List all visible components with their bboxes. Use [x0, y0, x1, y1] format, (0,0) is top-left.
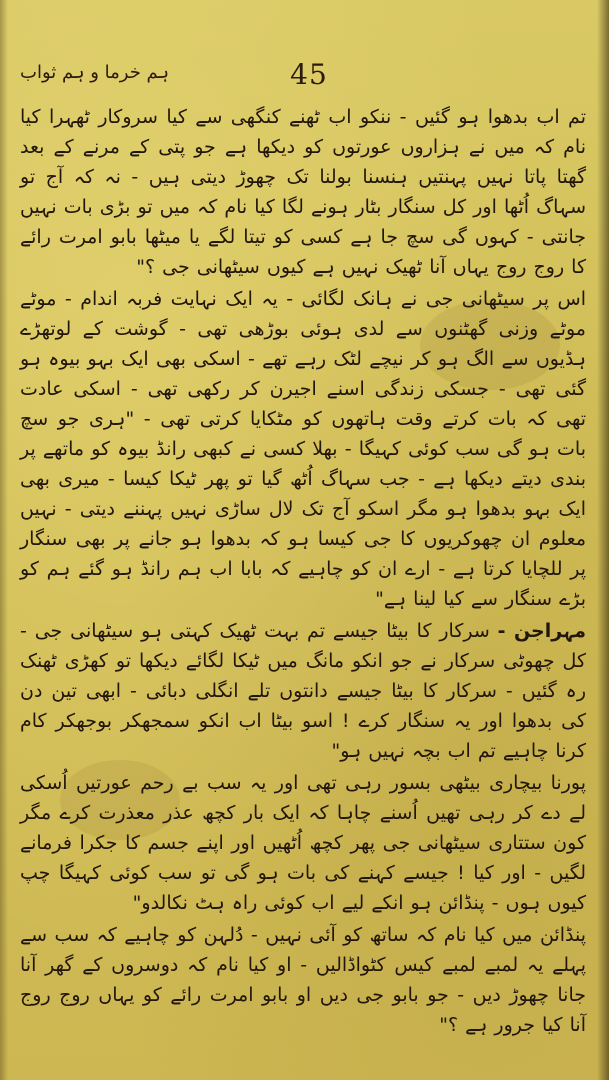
page-number: 45: [290, 58, 328, 91]
paragraph-text: سرکار کا بیٹا جیسے تم بہت ٹھیک کہتی ہو سیٹھانی جی - کل چھوٹی سرکار نے جو انکو مانگ میں ٹیکا لگائے دیکھا تو کھڑی ٹھنک رہ گئیں - سرکار کا بیٹا جیسے دانتوں تلے انگلی دبائی - ابھی تین دن کی بدھوا اور یہ سنگار کرے ! اسو بیٹا اب انکو سمجھکر بوجھکر کام کرنا چاہیے تم اب بچہ نہیں ہو": [20, 620, 586, 762]
page-header: [14, 58, 595, 98]
body-text: [20, 102, 586, 1042]
paragraph-5: [20, 920, 586, 1040]
paragraph-3: [20, 616, 586, 766]
paragraph-2: [20, 284, 586, 614]
running-title: ہم خرما و ہم ثواب: [20, 62, 170, 83]
paragraph-text: تم اب بدھوا ہو گئیں - ننکو اب ٹھنے کنگھی سے کیا سروکار ٹھہرا کیا نام کہ میں نے ہزاروں عورتوں کو دیکھا ہے جو پتی کے مرنے کے بعد گھتا پاتا نہیں پہنتیں ہنسنا بولنا تک چھوڑ دیتی ہیں - نہ کہ آج تو سہاگ اُٹھا اور کل سنگار بٹار ہونے لگا کیا نام کہ میں تو بڑی بات نہیں جانتی - کہوں گی سچ جا ہے کسی کو تیتا لگے یا میٹھا بابو امرت رائے کا روج روج یہاں آنا ٹھیک نہیں ہے کیوں سیٹھانی جی ؟": [20, 106, 586, 278]
paragraph-text: پنڈائن میں کیا نام کہ ساتھ کو آئی نہیں - دُلہن کو چاہیے کہ سب سے پہلے یہ لمبے لمبے کیس کٹواڈالیں - او کیا نام کہ دوسروں کے گھر آنا جانا چھوڑ دیں - جو بابو جی دیں او بابو امرت رائے کو یہاں روج روج آنا کیا جرور ہے ؟": [20, 924, 586, 1036]
paragraph-1: [20, 102, 586, 282]
paragraph-4: [20, 768, 586, 918]
paragraph-text: پورنا بیچاری بیٹھی بسور رہی تھی اور یہ سب بے رحم عورتیں اُسکی لے دے کر رہی تھیں اُسنے چاہا کہ ایک بار کچھ عذر معذرت کرے مگر کون ستتاری سیٹھانی جی پھر کچھ اُٹھیں اور اپنے جسم کا جکرا فرمانے لگیں - اور کیا ! جیسے کہنے کی بات ہو گی تو سب کوئی کہیگا چپ کیوں ہوں - پنڈائن ہو انکے لیے اب کوئی راہ ہٹ نکالدو": [20, 772, 586, 914]
speaker-name: مہراجن -: [497, 620, 586, 642]
paragraph-text: اس پر سیٹھانی جی نے ہانک لگائی - یہ ایک نہایت فربہ اندام - موٹے موٹے وزنی گھٹنوں سے لدی ہوئی بوڑھی تھی - گوشت کے لوتھڑے ہڈیوں سے الگ ہو کر نیچے لٹک رہے تھے - اسکی بھی ایک بہو بیوہ ہو گئی تھی - جسکی زندگی اسنے اجیرن کر رکھی تھی - اسکی عادت تھی کہ بات کرتے وقت ہاتھوں کو مٹکایا کرتی تھی - "ہری جو سچ بات ہو گی سب کوئی کہیگا - بھلا کسی نے کبھی رانڈ بیوہ کو ماتھے پر بندی دیتے دیکھا ہے - جب سہاگ اُٹھ گیا تو پھر ٹیکا کیسا - میری بھی ایک بہو بدھوا ہو مگر اسکو آج تک لال ساڑی نہیں پہننے دیتی - نہیں معلوم ان چھوکریوں کا جی کیسا ہو کہ بدھوا ہو جانے پر بھی سنگار پر للچایا کرتا ہے - ارے ان کو چاہیے کہ بابا اب ہم رانڈ ہو گئے ہم کو بڑے سنگار سے کیا لینا ہے": [20, 288, 586, 610]
page-left-shadow: [0, 0, 8, 1080]
page-right-shadow: [597, 0, 609, 1080]
